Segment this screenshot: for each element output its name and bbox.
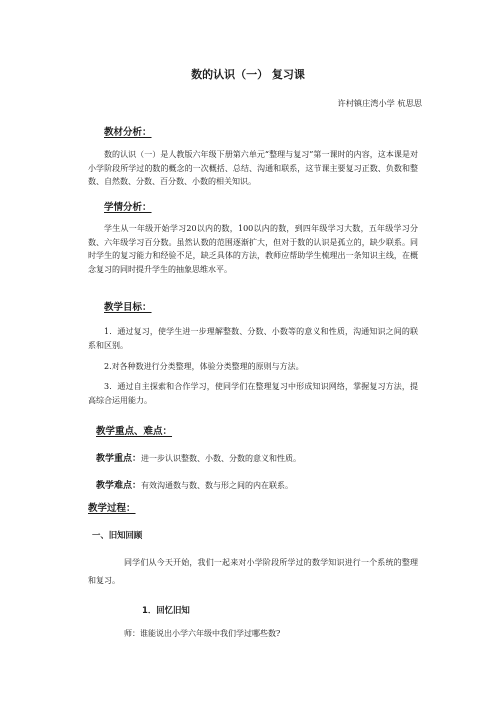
difficulty-line (96, 473, 293, 492)
goal-item-2: 2.对各种数进行分类整理，体验分类整理的原则与方法。 (104, 362, 304, 371)
focus-line (96, 446, 301, 465)
heading-teaching-goals: 教学目标： (104, 302, 152, 313)
heading-teaching-process: 教学过程： (88, 503, 136, 514)
student-analysis-paragraph: 学生从一年级开始学习20以内的数，100以内的数，到四年级学习大数，五年级学习分数、六年级学习百分数。虽然认数的范围逐渐扩大，但对于数的认识是孤立的，缺少联系。同时学生的复习能力和经验不足，缺乏具体的方法，教师应帮助学生梳理出一条知识主线，在概念复习的同时提升学生的抽象思维水平。 (88, 224, 418, 274)
focus-text: 进一步认识整数、小数、分数的意义和性质。 (141, 454, 302, 463)
part-1-title: 一、旧知回顾 (92, 530, 143, 540)
heading-material-analysis: 教材分析： (104, 127, 152, 138)
difficulty-label: 教学难点： (96, 481, 142, 491)
step-1-title: 1．回忆旧知 (142, 605, 190, 615)
author-line: 许村镇庄湾小学 杭思思 (337, 98, 422, 108)
step-1-question: 师：谁能说出小学六年级中我们学过哪些数? (124, 629, 281, 638)
document-title: 数的认识（一） 复习课 (191, 68, 305, 81)
focus-label: 教学重点： (96, 454, 142, 464)
goal-item-1: 1．通过复习，使学生进一步理解整数、分数、小数等的意义和性质，沟通知识之间的联系和区别。 (88, 327, 418, 350)
material-analysis-paragraph: 数的认识（一）是人教版六年级下册第六单元“整理与复习”第一课时的内容，这本课是对小学阶段所学过的数的概念的一次概括、总结、沟通和联系，这节课主要复习正数、负数和整数、自然数、分数、百分数、小数的相关知识。 (88, 150, 418, 187)
heading-key-points: 教学重点、难点： (96, 426, 173, 437)
difficulty-text: 有效沟通数与数、数与形之间的内在联系。 (141, 481, 294, 490)
goal-item-3: 3．通过自主探索和合作学习，使同学们在整理复习中形成知识网络，掌握复习方法，提高综合运用能力。 (88, 382, 418, 405)
heading-student-analysis: 学情分析： (104, 202, 152, 213)
part-1-paragraph: 同学们从今天开始，我们一起来对小学阶段所学过的数学知识进行一个系统的整理和复习。 (88, 558, 418, 585)
